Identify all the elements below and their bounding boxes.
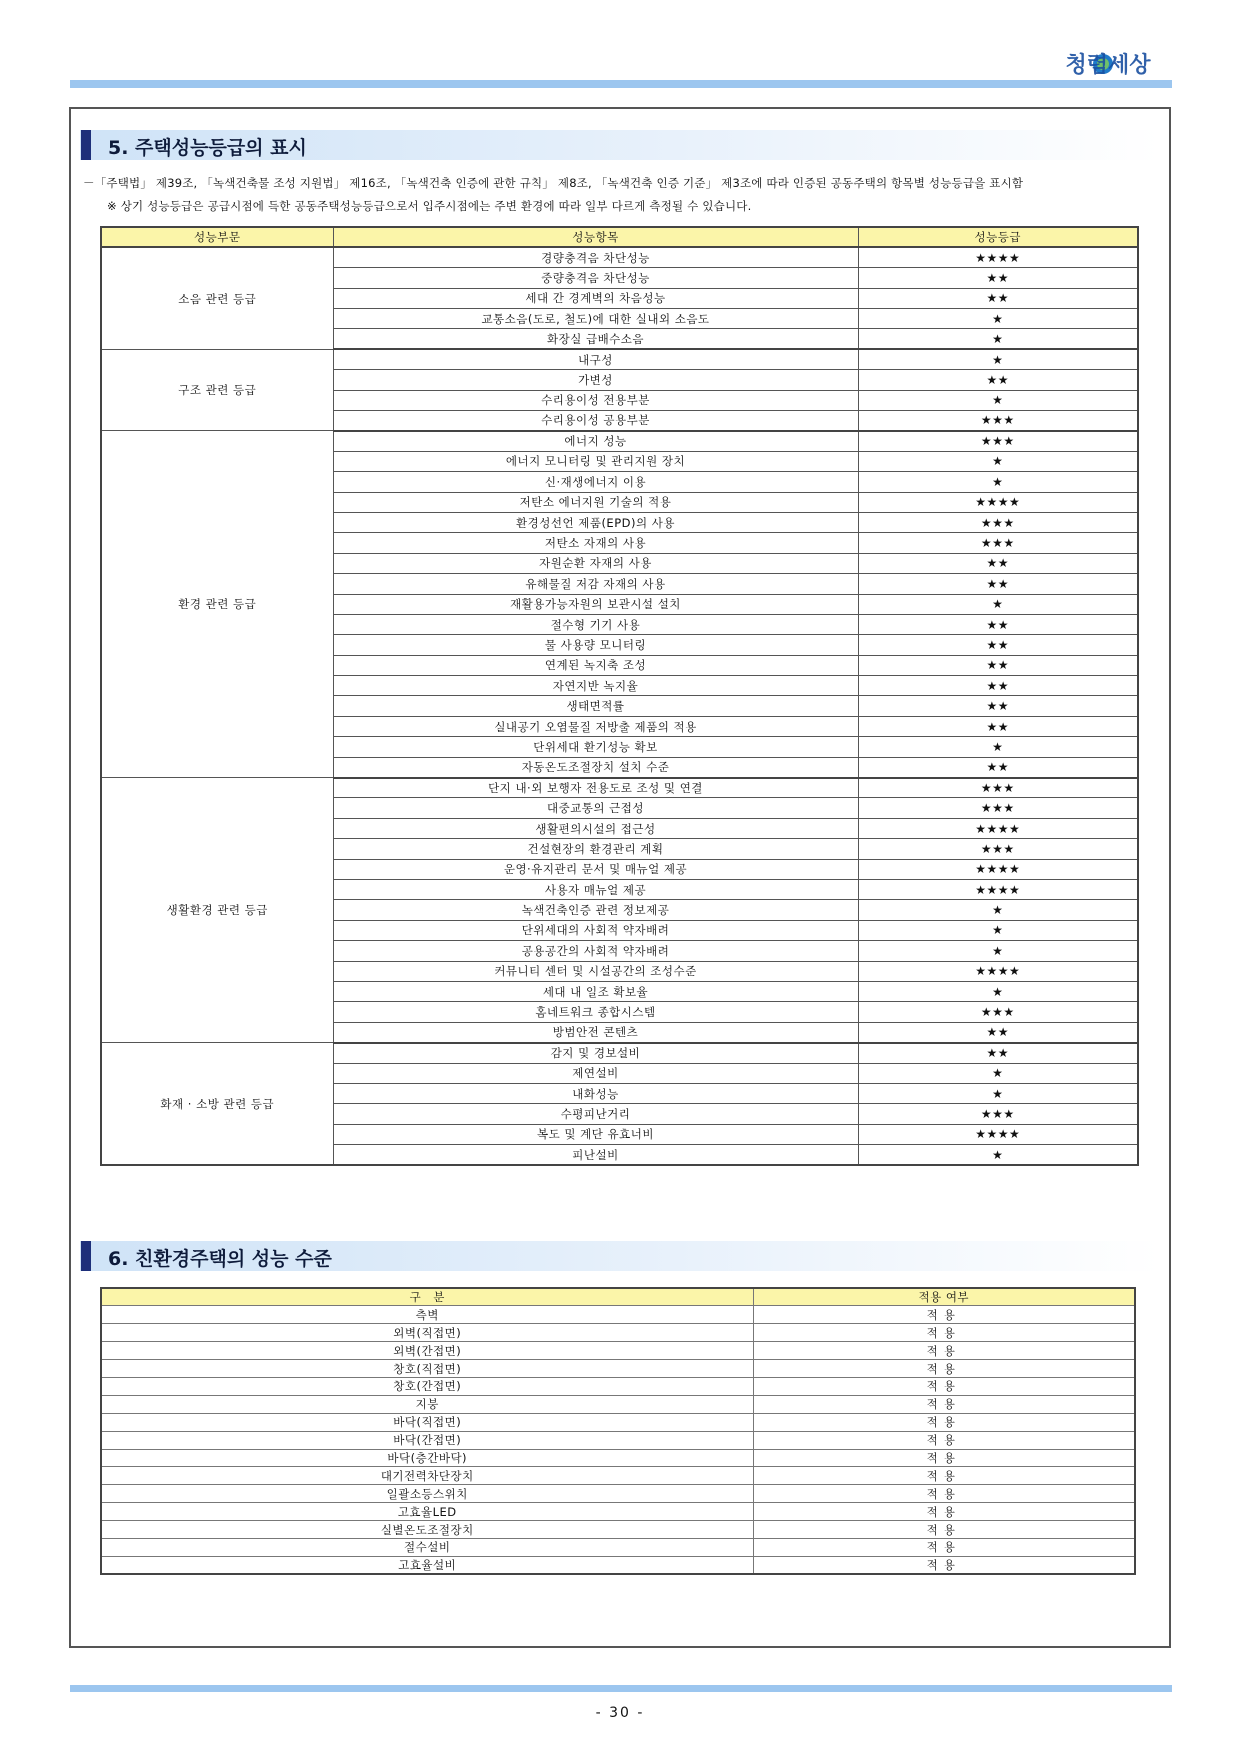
table-row <box>101 247 1138 267</box>
item-cell: 수평피난거리 <box>333 1104 858 1124</box>
item-cell: 세대 간 경계벽의 차음성능 <box>333 288 858 308</box>
grade-cell: ★★ <box>858 614 1138 634</box>
section-marker <box>81 130 91 160</box>
applied-cell: 적용 <box>753 1556 1135 1574</box>
item-cell: 경량충격음 차단성능 <box>333 247 858 267</box>
item-cell: 내화성능 <box>333 1083 858 1103</box>
logo-text: 청렴세상 <box>1065 53 1151 78</box>
category-cell: 소음 관련 등급 <box>101 247 333 349</box>
page-number: - 30 - <box>595 1705 645 1721</box>
section-marker <box>81 1241 91 1271</box>
item-cell: 내구성 <box>333 349 858 369</box>
grade-cell: ★★★★ <box>858 247 1138 267</box>
header-item: 성능항목 <box>333 227 858 247</box>
item-cell: 유해물질 저감 자재의 사용 <box>333 574 858 594</box>
grade-cell: ★★★★ <box>858 961 1138 981</box>
applied-cell: 적용 <box>753 1521 1135 1539</box>
category-cell: 화재 · 소방 관련 등급 <box>101 1043 333 1165</box>
applied-cell: 적용 <box>753 1413 1135 1431</box>
grade-cell: ★★ <box>858 696 1138 716</box>
division-cell: 바닥(층간바닥) <box>101 1449 753 1467</box>
header-grade: 성능등급 <box>858 227 1138 247</box>
grade-cell: ★★★★ <box>858 859 1138 879</box>
table-row <box>101 1306 1135 1324</box>
item-cell: 생활편의시설의 접근성 <box>333 818 858 838</box>
table-row <box>101 778 1138 798</box>
item-cell: 수리용이성 전용부분 <box>333 390 858 410</box>
item-cell: 홈네트워크 종합시스템 <box>333 1002 858 1022</box>
table-row <box>101 1413 1135 1431</box>
item-cell: 에너지 성능 <box>333 431 858 451</box>
applied-cell: 적용 <box>753 1431 1135 1449</box>
grade-cell: ★ <box>858 594 1138 614</box>
item-cell: 제연설비 <box>333 1063 858 1083</box>
item-cell: 녹색건축인증 관련 정보제공 <box>333 900 858 920</box>
header-category: 성능부문 <box>101 227 333 247</box>
legal-basis-note: －「주택법」 제39조, 「녹색건축물 조성 지원법」 제16조, 「녹색건축 인증에 관한 규칙」 제8조, 「녹색건축 인증 기준」 제3조에 따라 인증된 공동주택의 항목별 성능등급을 표시함 <box>83 176 1024 190</box>
item-cell: 단위세대 환기성능 확보 <box>333 737 858 757</box>
grade-cell: ★★★ <box>858 798 1138 818</box>
table-row <box>101 1342 1135 1360</box>
division-cell: 외벽(직접면) <box>101 1324 753 1342</box>
table-row <box>101 1043 1138 1063</box>
grade-cell: ★ <box>858 920 1138 940</box>
grade-cell: ★ <box>858 1063 1138 1083</box>
applied-cell: 적용 <box>753 1467 1135 1485</box>
grade-cell: ★ <box>858 451 1138 471</box>
item-cell: 가변성 <box>333 370 858 390</box>
grade-cell: ★★ <box>858 716 1138 736</box>
division-cell: 일괄소등스위치 <box>101 1485 753 1503</box>
applied-cell: 적용 <box>753 1324 1135 1342</box>
item-cell: 수리용이성 공용부분 <box>333 411 858 431</box>
division-cell: 외벽(간접면) <box>101 1342 753 1360</box>
table-row <box>101 1467 1135 1485</box>
cheongryeom-logo <box>1048 44 1168 84</box>
table-row <box>101 1395 1135 1413</box>
grade-cell: ★★ <box>858 370 1138 390</box>
grade-cell: ★ <box>858 349 1138 369</box>
table-row <box>101 1449 1135 1467</box>
division-cell: 창호(직접면) <box>101 1360 753 1378</box>
grade-cell: ★★★ <box>858 1104 1138 1124</box>
grade-cell: ★★ <box>858 268 1138 288</box>
grade-table-header <box>101 227 1138 247</box>
grade-cell: ★★★★ <box>858 492 1138 512</box>
item-cell: 물 사용량 모니터링 <box>333 635 858 655</box>
performance-grade-table <box>100 226 1139 1166</box>
division-cell: 고효율LED <box>101 1503 753 1521</box>
item-cell: 공용공간의 사회적 약자배려 <box>333 941 858 961</box>
item-cell: 재활용가능자원의 보관시설 설치 <box>333 594 858 614</box>
item-cell: 감지 및 경보설비 <box>333 1043 858 1063</box>
grade-cell: ★★ <box>858 655 1138 675</box>
grade-cell: ★ <box>858 941 1138 961</box>
grade-cell: ★★ <box>858 676 1138 696</box>
grade-cell: ★ <box>858 900 1138 920</box>
applied-cell: 적용 <box>753 1377 1135 1395</box>
item-cell: 방범안전 콘텐츠 <box>333 1022 858 1042</box>
division-cell: 고효율설비 <box>101 1556 753 1574</box>
grade-cell: ★★★ <box>858 1002 1138 1022</box>
table-row <box>101 1485 1135 1503</box>
header-applied: 적용 여부 <box>753 1288 1135 1306</box>
item-cell: 절수형 기기 사용 <box>333 614 858 634</box>
item-cell: 교통소음(도로, 철도)에 대한 실내외 소음도 <box>333 309 858 329</box>
table-row <box>101 1521 1135 1539</box>
section6-title: 6. 친환경주택의 성능 수준 <box>108 1248 332 1270</box>
item-cell: 화장실 급배수소음 <box>333 329 858 349</box>
disclaimer-note: ※ 상기 성능등급은 공급시점에 득한 공동주택성능등급으로서 입주시점에는 주변 환경에 따라 일부 다르게 측정될 수 있습니다. <box>107 199 752 213</box>
table-row <box>101 1377 1135 1395</box>
applied-cell: 적용 <box>753 1360 1135 1378</box>
bottom-decorative-bar <box>70 1685 1172 1692</box>
grade-cell: ★★★ <box>858 533 1138 553</box>
grade-cell: ★★ <box>858 553 1138 573</box>
item-cell: 사용자 매뉴얼 제공 <box>333 880 858 900</box>
item-cell: 연계된 녹지축 조성 <box>333 655 858 675</box>
grade-cell: ★ <box>858 472 1138 492</box>
grade-cell: ★★★★ <box>858 880 1138 900</box>
item-cell: 대중교통의 근접성 <box>333 798 858 818</box>
applied-cell: 적용 <box>753 1485 1135 1503</box>
section5-title: 5. 주택성능등급의 표시 <box>108 137 307 159</box>
grade-cell: ★ <box>858 1083 1138 1103</box>
section5-header <box>80 130 1160 160</box>
division-cell: 바닥(직접면) <box>101 1413 753 1431</box>
item-cell: 단지 내·외 보행자 전용도로 조성 및 연결 <box>333 778 858 798</box>
grade-cell: ★ <box>858 981 1138 1001</box>
grade-cell: ★★★ <box>858 431 1138 451</box>
category-cell: 구조 관련 등급 <box>101 349 333 431</box>
eco-table-header <box>101 1288 1135 1306</box>
item-cell: 저탄소 에너지원 기술의 적용 <box>333 492 858 512</box>
table-row <box>101 349 1138 369</box>
applied-cell: 적용 <box>753 1503 1135 1521</box>
division-cell: 지붕 <box>101 1395 753 1413</box>
division-cell: 측벽 <box>101 1306 753 1324</box>
item-cell: 건설현장의 환경관리 계획 <box>333 839 858 859</box>
table-row <box>101 1503 1135 1521</box>
item-cell: 중량충격음 차단성능 <box>333 268 858 288</box>
item-cell: 피난설비 <box>333 1145 858 1165</box>
grade-cell: ★★★ <box>858 411 1138 431</box>
grade-cell: ★★ <box>858 1043 1138 1063</box>
item-cell: 환경성선언 제품(EPD)의 사용 <box>333 512 858 532</box>
item-cell: 세대 내 일조 확보율 <box>333 981 858 1001</box>
grade-cell: ★★★ <box>858 512 1138 532</box>
division-cell: 창호(간접면) <box>101 1377 753 1395</box>
table-row <box>101 1538 1135 1556</box>
grade-cell: ★★ <box>858 757 1138 777</box>
applied-cell: 적용 <box>753 1449 1135 1467</box>
division-cell: 실별온도조절장치 <box>101 1521 753 1539</box>
eco-housing-table <box>100 1287 1136 1575</box>
item-cell: 저탄소 자재의 사용 <box>333 533 858 553</box>
grade-cell: ★ <box>858 390 1138 410</box>
grade-cell: ★ <box>858 329 1138 349</box>
item-cell: 운영·유지관리 문서 및 매뉴얼 제공 <box>333 859 858 879</box>
grade-cell: ★★★★ <box>858 1124 1138 1144</box>
grade-cell: ★ <box>858 309 1138 329</box>
applied-cell: 적용 <box>753 1306 1135 1324</box>
section6-header <box>80 1241 1160 1271</box>
grade-cell: ★★ <box>858 288 1138 308</box>
table-row <box>101 1360 1135 1378</box>
grade-cell: ★★ <box>858 1022 1138 1042</box>
applied-cell: 적용 <box>753 1342 1135 1360</box>
item-cell: 커뮤니티 센터 및 시설공간의 조성수준 <box>333 961 858 981</box>
header-division: 구 분 <box>101 1288 753 1306</box>
table-row <box>101 1556 1135 1574</box>
item-cell: 생태면적률 <box>333 696 858 716</box>
item-cell: 자동온도조절장치 설치 수준 <box>333 757 858 777</box>
grade-cell: ★ <box>858 1145 1138 1165</box>
grade-cell: ★★ <box>858 635 1138 655</box>
grade-cell: ★★★ <box>858 839 1138 859</box>
item-cell: 단위세대의 사회적 약자배려 <box>333 920 858 940</box>
grade-cell: ★★★★ <box>858 818 1138 838</box>
applied-cell: 적용 <box>753 1395 1135 1413</box>
item-cell: 자연지반 녹지율 <box>333 676 858 696</box>
category-cell: 환경 관련 등급 <box>101 431 333 778</box>
top-decorative-bar <box>70 80 1172 88</box>
item-cell: 에너지 모니터링 및 관리지원 장치 <box>333 451 858 471</box>
grade-cell: ★★★ <box>858 778 1138 798</box>
item-cell: 복도 및 계단 유효너비 <box>333 1124 858 1144</box>
item-cell: 자원순환 자재의 사용 <box>333 553 858 573</box>
division-cell: 바닥(간접면) <box>101 1431 753 1449</box>
division-cell: 절수설비 <box>101 1538 753 1556</box>
table-row <box>101 1431 1135 1449</box>
applied-cell: 적용 <box>753 1538 1135 1556</box>
category-cell: 생활환경 관련 등급 <box>101 778 333 1043</box>
item-cell: 신·재생에너지 이용 <box>333 472 858 492</box>
item-cell: 실내공기 오염물질 저방출 제품의 적용 <box>333 716 858 736</box>
grade-cell: ★★ <box>858 574 1138 594</box>
division-cell: 대기전력차단장치 <box>101 1467 753 1485</box>
table-row <box>101 431 1138 451</box>
table-row <box>101 1324 1135 1342</box>
grade-cell: ★ <box>858 737 1138 757</box>
